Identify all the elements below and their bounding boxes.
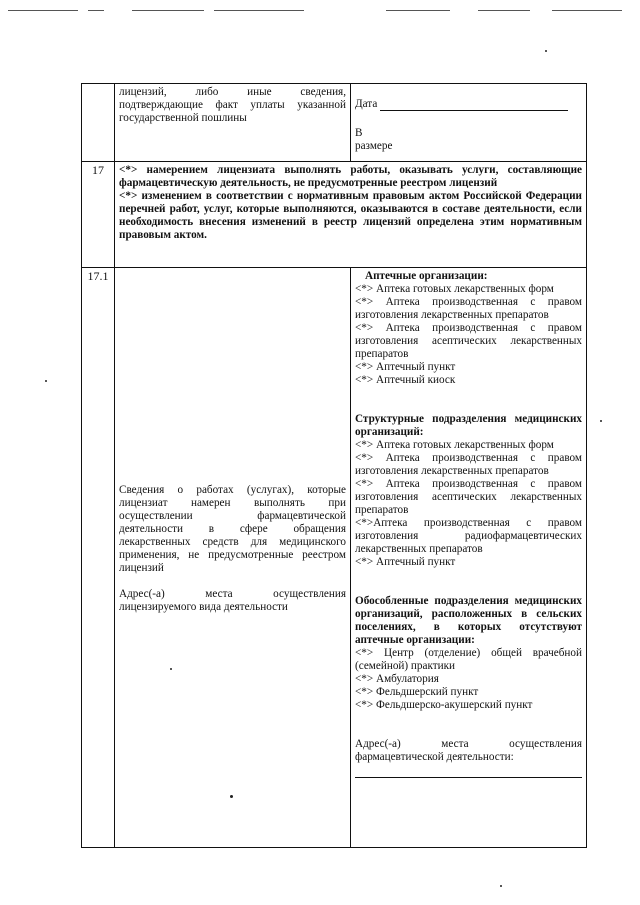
checkbox-item[interactable]: <*> Аптека производственная с правом изготовления лекарственных препаратов (355, 452, 582, 477)
checkbox-item[interactable]: <*> Фельдшерско-акушерский пункт (355, 699, 533, 711)
checkbox-item[interactable]: <*>Аптека производственная с правом изготовления радиофармацевтических лекарственных препаратов (355, 517, 582, 555)
table-row-17 (82, 162, 587, 268)
scan-header-line (214, 10, 304, 11)
checkbox-item[interactable]: <*> Аптечный киоск (355, 374, 456, 386)
scan-header-line (88, 10, 104, 11)
row-17-content (115, 162, 587, 268)
scan-speck (45, 380, 47, 382)
continuation-left-cell (115, 84, 351, 162)
checkbox-item[interactable]: <*> Аптека производственная с правом изготовления лекарственных препаратов (355, 296, 582, 321)
scan-header-line (552, 10, 622, 11)
date-field[interactable] (355, 98, 582, 111)
row-17-para2: <*> изменением в соответствии с нормативным правовым актом Российской Федерации перечней работ, услуг, которые выполняются, оказываются в составе деятельности, если необходимость внесения изменений в реестр лицензий определена этим нормативным правовым актом. (119, 190, 582, 241)
amount-label-1: В (355, 127, 363, 139)
scan-speck (600, 420, 602, 422)
checkbox-item[interactable]: <*> Центр (отделение) общей врачебной (семейной) практики (355, 647, 582, 672)
scan-header-line (386, 10, 450, 11)
works-info-text: Сведения о работах (услугах), которые лицензиат намерен выполнять при осуществлении фармацевтической деятельности в сфере обращения лекарственных средств для медицинского применения, не предусмотренные реестром лицензий (119, 484, 346, 574)
scan-speck (500, 885, 502, 887)
row-17-1-left-cell (115, 268, 351, 848)
section-pharmacy-title: Аптечные организации: (365, 270, 488, 282)
checkbox-item[interactable]: <*> Амбулатория (355, 673, 439, 685)
address-info-text: Адрес(-а) места осуществления лицензируемого вида деятельности (119, 588, 346, 613)
checkbox-item[interactable]: <*> Аптека готовых лекарственных форм (355, 283, 554, 295)
table-row-17-1 (82, 268, 587, 848)
checkbox-item[interactable]: <*> Аптечный пункт (355, 361, 456, 373)
number-cell-empty (82, 84, 115, 162)
checkbox-item[interactable]: <*> Фельдшерский пункт (355, 686, 479, 698)
section-structural-title: Структурные подразделения медицинских организаций: (355, 413, 582, 438)
checkbox-item[interactable]: <*> Аптечный пункт (355, 556, 456, 568)
section-separate-title: Обособленные подразделения медицинских организаций, расположенных в сельских поселениях, в которых отсутствуют аптечные организации: (355, 595, 582, 646)
checkbox-item[interactable]: <*> Аптека производственная с правом изготовления асептических лекарственных препаратов (355, 322, 582, 360)
checkbox-item[interactable]: <*> Аптека производственная с правом изготовления асептических лекарственных препаратов (355, 478, 582, 516)
fee-info-text: лицензий, либо иные сведения, подтверждающие факт уплаты указанной государственной пошлины (119, 86, 346, 124)
scan-speck (170, 668, 172, 670)
scan-header-line (132, 10, 204, 11)
row-number-17: 17 (82, 162, 115, 268)
table-row-continuation (82, 84, 587, 162)
amount-label-2: размере (355, 140, 393, 152)
date-underline (380, 99, 568, 111)
scan-speck (545, 50, 547, 52)
row-17-1-right-cell (351, 268, 587, 848)
scan-header-line (8, 10, 78, 11)
checkbox-item[interactable]: <*> Аптека готовых лекарственных форм (355, 439, 554, 451)
continuation-right-cell (351, 84, 587, 162)
row-number-17-1: 17.1 (82, 268, 115, 848)
date-label: Дата (355, 98, 378, 110)
license-application-table (81, 83, 587, 848)
scan-header-line (478, 10, 530, 11)
address-field-label: Адрес(-а) места осуществления фармацевтической деятельности: (355, 738, 582, 763)
address-input-line[interactable] (355, 766, 582, 778)
row-17-para1: <*> намерением лицензиата выполнять работы, оказывать услуги, составляющие фармацевтическую деятельность, не предусмотренные реестром лицензий (119, 164, 582, 189)
scan-speck (230, 795, 233, 798)
